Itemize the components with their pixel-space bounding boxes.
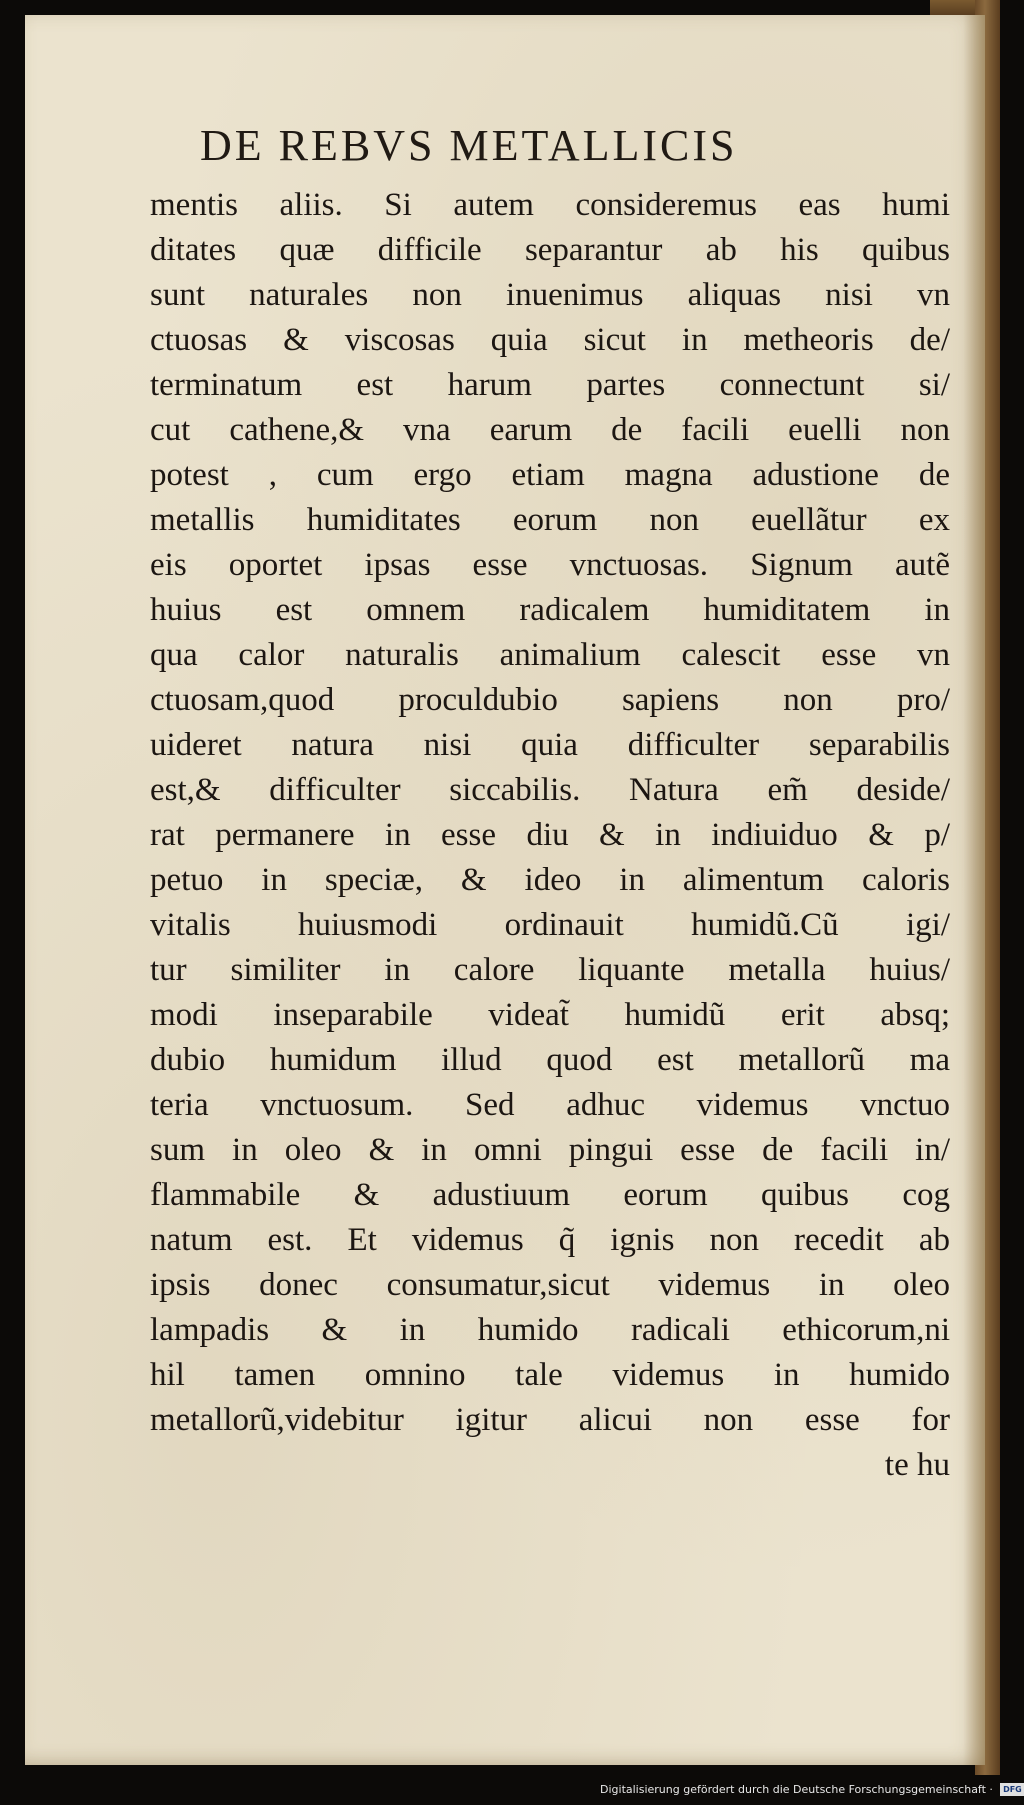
text-line: sunt naturales non inuenimus aliquas nisi vn bbox=[150, 277, 950, 313]
text-line: ctuosas & viscosas quia sicut in metheoris de/ bbox=[150, 322, 950, 358]
text-line: teria vnctuosum. Sed adhuc videmus vnctuo bbox=[150, 1087, 950, 1123]
text-line: ctuosam,quod proculdubio sapiens non pro/ bbox=[150, 682, 950, 718]
text-line: sum in oleo & in omni pingui esse de facili in/ bbox=[150, 1132, 950, 1168]
text-line: ipsis donec consumatur,sicut videmus in oleo bbox=[150, 1267, 950, 1303]
catchword: te hu bbox=[884, 1447, 950, 1483]
text-line: petuo in speciæ, & ideo in alimentum caloris bbox=[150, 862, 950, 898]
text-line: ditates quæ difficile separantur ab his quibus bbox=[150, 232, 950, 268]
text-line: metallis humiditates eorum non euellãtur ex bbox=[150, 502, 950, 538]
body-text bbox=[150, 183, 950, 1488]
text-line: dubio humidum illud quod est metallorũ ma bbox=[150, 1042, 950, 1078]
text-line: mentis aliis. Si autem consideremus eas humi bbox=[150, 187, 950, 223]
text-line: flammabile & adustiuum eorum quibus cog bbox=[150, 1177, 950, 1213]
text-line: modi inseparabile videat̃ humidũ erit absq; bbox=[150, 997, 950, 1033]
funding-credit: Digitalisierung gefördert durch die Deutsche Forschungsgemeinschaft · bbox=[600, 1782, 993, 1796]
page-shadow bbox=[963, 15, 985, 1765]
text-line: eis oportet ipsas esse vnctuosas. Signum autẽ bbox=[150, 547, 950, 583]
text-line: metallorũ,videbitur igitur alicui non esse for bbox=[150, 1402, 950, 1438]
text-line: huius est omnem radicalem humiditatem in bbox=[150, 592, 950, 628]
text-line: cut cathene,& vna earum de facili euelli non bbox=[150, 412, 950, 448]
text-line: lampadis & in humido radicali ethicorum,ni bbox=[150, 1312, 950, 1348]
text-line: tur similiter in calore liquante metalla huius/ bbox=[150, 952, 950, 988]
text-line: qua calor naturalis animalium calescit esse vn bbox=[150, 637, 950, 673]
text-line: hil tamen omnino tale videmus in humido bbox=[150, 1357, 950, 1393]
text-line: uideret natura nisi quia difficulter separabilis bbox=[150, 727, 950, 763]
running-header: DE REBVS METALLICIS bbox=[200, 121, 738, 170]
text-line: vitalis huiusmodi ordinauit humidũ.Cũ igi/ bbox=[150, 907, 950, 943]
text-line: potest , cum ergo etiam magna adustione de bbox=[150, 457, 950, 493]
digitization-footer bbox=[600, 1782, 1022, 1800]
text-line: terminatum est harum partes connectunt si/ bbox=[150, 367, 950, 403]
text-line: natum est. Et videmus q̃ ignis non recedit ab bbox=[150, 1222, 950, 1258]
text-line: rat permanere in esse diu & in indiuiduo & p/ bbox=[150, 817, 950, 853]
text-line: est,& difficulter siccabilis. Natura em̃ deside/ bbox=[150, 772, 950, 808]
dfg-logo-icon: DFG bbox=[1000, 1783, 1024, 1796]
